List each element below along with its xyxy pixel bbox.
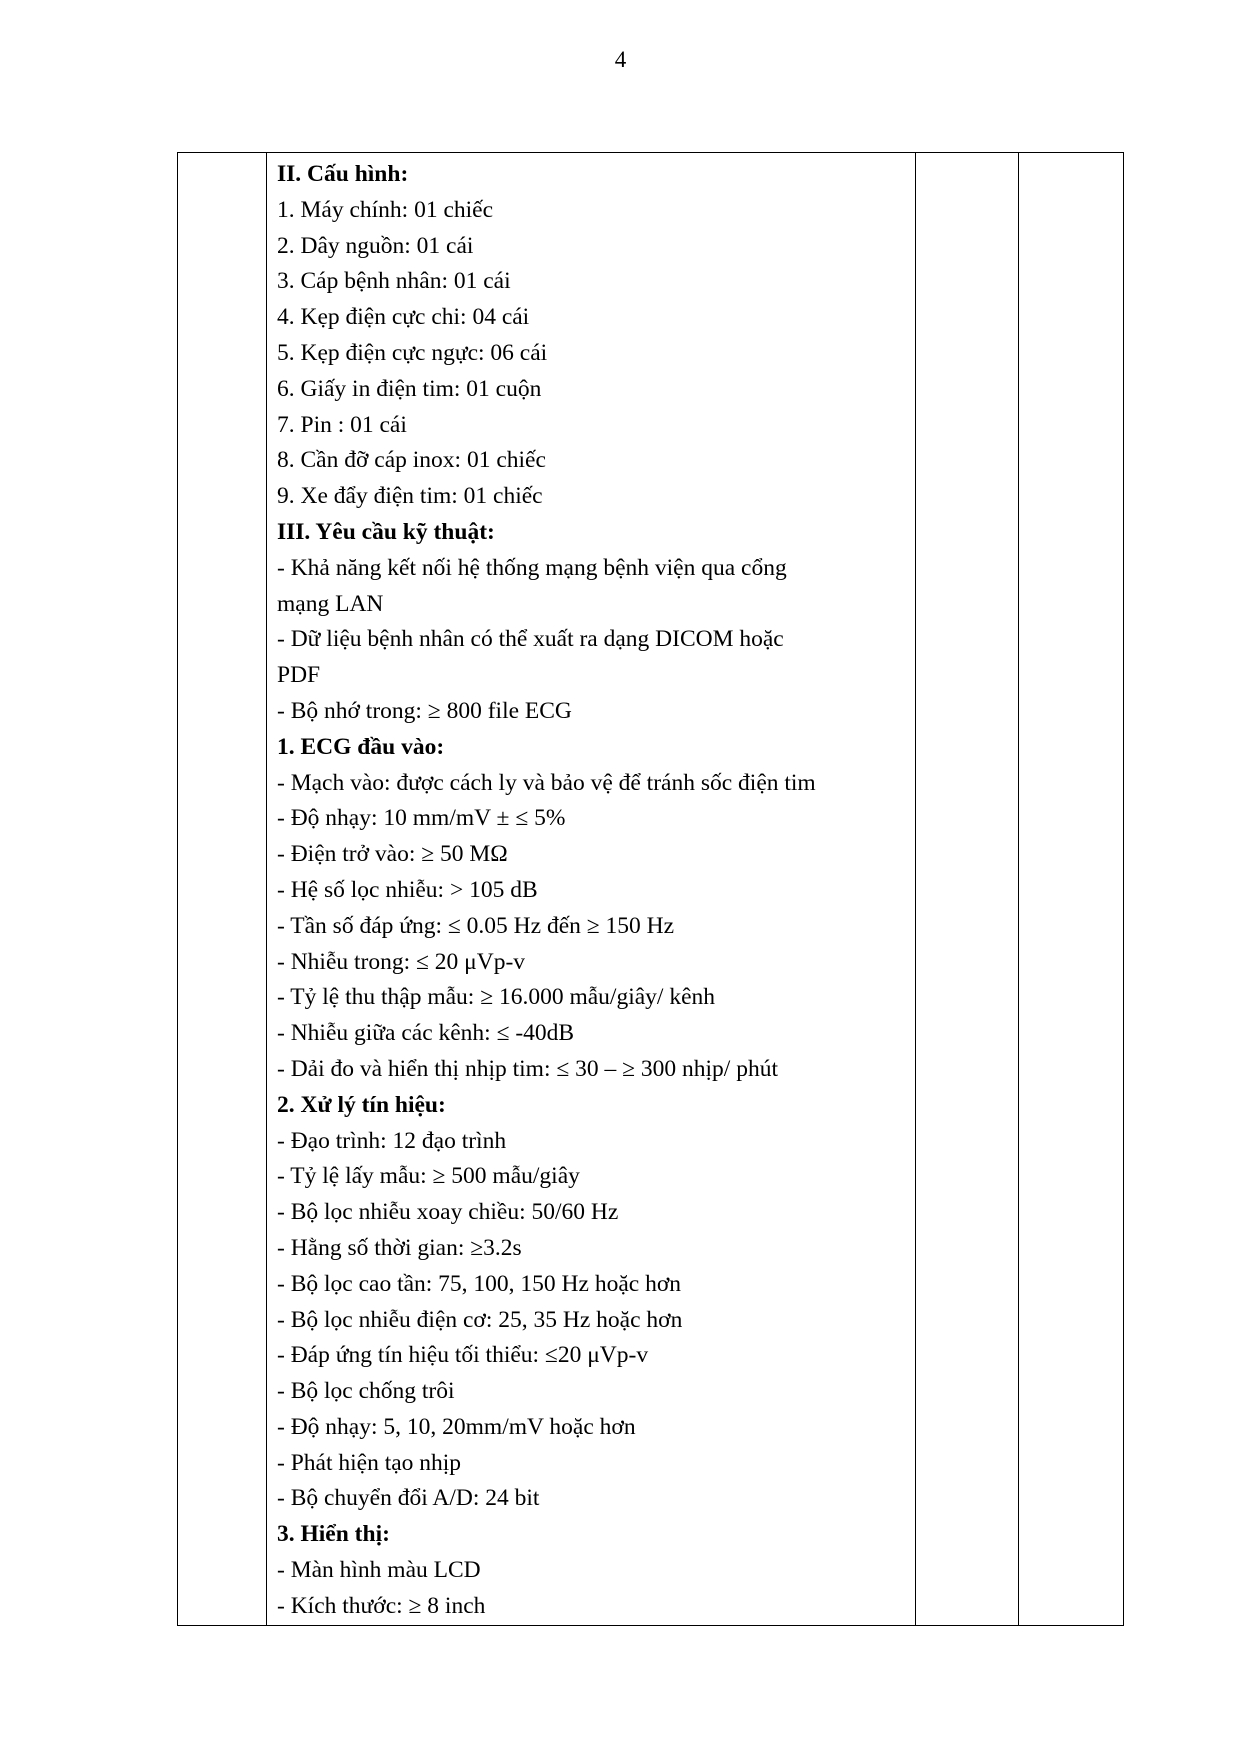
spec-line: - Bộ lọc cao tần: 75, 100, 150 Hz hoặc hơn (277, 1270, 681, 1297)
spec-line: - Bộ nhớ trong: ≥ 800 file ECG (277, 697, 572, 724)
spec-line: 8. Cần đỡ cáp inox: 01 chiếc (277, 447, 546, 474)
spec-line: - Độ nhạy: 10 mm/mV ± ≤ 5% (277, 805, 566, 832)
spec-line: PDF (277, 662, 321, 689)
spec-line: - Nhiễu giữa các kênh: ≤ -40dB (277, 1020, 575, 1047)
spec-line: - Kích thước: ≥ 8 inch (277, 1592, 486, 1619)
spec-line: 6. Giấy in điện tim: 01 cuộn (277, 375, 542, 402)
spec-line: 4. Kẹp điện cực chi: 04 cái (277, 304, 530, 331)
section-heading: II. Cấu hình: (277, 161, 409, 187)
spec-line: 5. Kẹp điện cực ngực: 06 cái (277, 339, 548, 366)
spec-line: 3. Cáp bệnh nhân: 01 cái (277, 268, 511, 295)
spec-line: - Tỷ lệ thu thập mẫu: ≥ 16.000 mẫu/giây/ kênh (277, 984, 715, 1011)
spec-line: - Hệ số lọc nhiễu: > 105 dB (277, 876, 538, 903)
spec-line: - Dữ liệu bệnh nhân có thể xuất ra dạng DICOM hoặc (277, 626, 784, 653)
spec-line: - Bộ chuyển đổi A/D: 24 bit (277, 1485, 540, 1512)
spec-line: - Màn hình màu LCD (277, 1557, 481, 1584)
empty-cell-1 (916, 153, 1019, 1626)
page-number: 4 (614, 47, 627, 72)
spec-line: 7. Pin : 01 cái (277, 411, 407, 438)
spec-content-cell (267, 153, 916, 1626)
table-row (178, 153, 1124, 1626)
spec-line: - Độ nhạy: 5, 10, 20mm/mV hoặc hơn (277, 1413, 636, 1440)
section-heading: III. Yêu cầu kỹ thuật: (277, 518, 495, 545)
section-heading: 3. Hiển thị: (277, 1521, 390, 1548)
spec-line: 1. Máy chính: 01 chiếc (277, 196, 494, 223)
spec-line: - Điện trở vào: ≥ 50 MΩ (277, 841, 508, 868)
spec-line: - Nhiễu trong: ≤ 20 μVp-v (277, 948, 526, 975)
spec-line: - Khả năng kết nối hệ thống mạng bệnh viện qua cổng (277, 554, 787, 581)
spec-line: - Hằng số thời gian: ≥3.2s (277, 1234, 522, 1261)
spec-line: - Đáp ứng tín hiệu tối thiểu: ≤20 μVp-v (277, 1342, 649, 1369)
spec-line: 2. Dây nguồn: 01 cái (277, 232, 474, 259)
spec-line: - Mạch vào: được cách ly và bảo vệ để tránh sốc điện tim (277, 769, 816, 796)
spec-line: mạng LAN (277, 590, 384, 617)
spec-line: - Tỷ lệ lấy mẫu: ≥ 500 mẫu/giây (277, 1163, 580, 1190)
spec-line: - Phát hiện tạo nhịp (277, 1449, 462, 1476)
section-heading: 1. ECG đầu vào: (277, 733, 445, 760)
empty-cell-2 (1019, 153, 1124, 1626)
section-heading: 2. Xử lý tín hiệu: (277, 1091, 446, 1118)
spec-line: - Bộ lọc nhiễu điện cơ: 25, 35 Hz hoặc hơn (277, 1306, 683, 1333)
spec-line: - Bộ lọc chống trôi (277, 1378, 455, 1405)
spec-line: 9. Xe đẩy điện tim: 01 chiếc (277, 483, 543, 510)
spec-line: - Dải đo và hiển thị nhịp tim: ≤ 30 – ≥ 300 nhịp/ phút (277, 1055, 778, 1082)
spec-line: - Bộ lọc nhiễu xoay chiều: 50/60 Hz (277, 1199, 619, 1226)
spec-line: - Tần số đáp ứng: ≤ 0.05 Hz đến ≥ 150 Hz (277, 912, 675, 939)
index-cell (178, 153, 267, 1626)
spec-table (177, 152, 1124, 1626)
spec-line: - Đạo trình: 12 đạo trình (277, 1127, 507, 1154)
spec-lines (277, 157, 905, 1625)
